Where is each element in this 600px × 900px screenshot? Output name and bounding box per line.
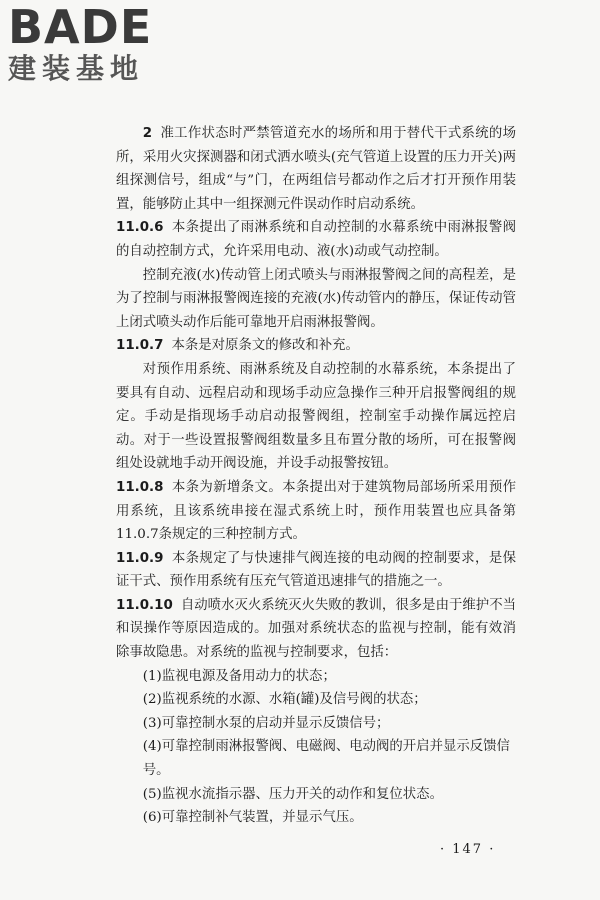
brand-logo	[8, 2, 178, 86]
paragraph-11-0-6-cont	[116, 264, 516, 335]
paragraph-text: 准工作状态时严禁管道充水的场所和用于替代干式系统的场所，采用火灾探测器和闭式洒水喷头(充气管道上设置的压力开关)两组探测信号，组成“与”门，在两组信号都动作之后才打开预作用装置，能够防止其中一组探测元件误动作时启动系统。	[116, 126, 516, 212]
clause-number: 11.0.6	[116, 220, 164, 236]
paragraph-11-0-6	[116, 216, 516, 263]
paragraph-11-0-10	[116, 594, 516, 665]
list-item: (4)可靠控制雨淋报警阀、电磁阀、电动阀的开启并显示反馈信号。	[142, 739, 510, 779]
paragraph-text: 本条为新增条文。本条提出对于建筑物局部场所采用预作用系统，且该系统串接在湿式系统上时，预作用装置也应具备第11.0.7条规定的三种控制方式。	[116, 479, 516, 543]
clause-number: 11.0.10	[116, 597, 173, 613]
paragraph-11-0-9	[116, 547, 516, 594]
paragraph-11-0-7	[116, 334, 516, 358]
list-item: (2)监视系统的水源、水箱(罐)及信号阀的状态；	[142, 692, 427, 708]
page-content	[116, 122, 516, 830]
paragraph-text: 控制充液(水)传动管上闭式喷头与雨淋报警阀之间的高程差，是为了控制与雨淋报警阀连接的充液(水)传动管内的静压，保证传动管上闭式喷头动作后能可靠地开启雨淋报警阀。	[116, 267, 516, 330]
logo-cjk-text: 建装基地	[8, 52, 145, 85]
page-number: · 147 ·	[440, 842, 496, 857]
paragraph-text: 本条是对原条文的修改和补充。	[171, 338, 359, 354]
clause-number: 11.0.8	[116, 479, 164, 495]
list-item: (3)可靠控制水泵的启动并显示反馈信号；	[142, 715, 390, 731]
paragraph-11-0-7-cont	[116, 358, 516, 476]
clause-number: 2	[142, 126, 153, 141]
paragraph-11-0-8	[116, 476, 516, 547]
paragraph-text: 本条规定了与快速排气阀连接的电动阀的控制要求，是保证干式、预作用系统有压充气管道迅速排气的措施之一。	[116, 550, 516, 590]
paragraph-text: 本条提出了雨淋系统和自动控制的水幕系统中雨淋报警阀的自动控制方式，允许采用电动、液(水)动或气动控制。	[116, 220, 516, 259]
clause-number: 11.0.7	[116, 338, 164, 354]
list-item: (1)监视电源及备用动力的状态；	[142, 668, 336, 684]
list-item: (5)监视水流指示器、压力开关的动作和复位状态。	[142, 786, 443, 802]
paragraph-text: 自动喷水灭火系统灭火失败的教训，很多是由于维护不当和误操作等原因造成的。加强对系统状态的监视与控制，能有效消除事故隐患。对系统的监视与控制要求，包括：	[116, 597, 516, 661]
paragraph-item-2	[116, 122, 516, 216]
logo-latin-text: BADE	[8, 0, 153, 54]
paragraph-text: 对预作用系统、雨淋系统及自动控制的水幕系统，本条提出了要具有自动、远程启动和现场手动应急操作三种开启报警阀组的规定。手动是指现场手动启动报警阀组，控制室手动操作属远控启动。对于一些设置报警阀组数量多且布置分散的场所，可在报警阀组处设就地手动开阀设施，并设手动报警按钮。	[116, 361, 516, 472]
clause-number: 11.0.9	[116, 550, 164, 566]
list-item: (6)可靠控制补气装置，并显示气压。	[142, 810, 363, 826]
